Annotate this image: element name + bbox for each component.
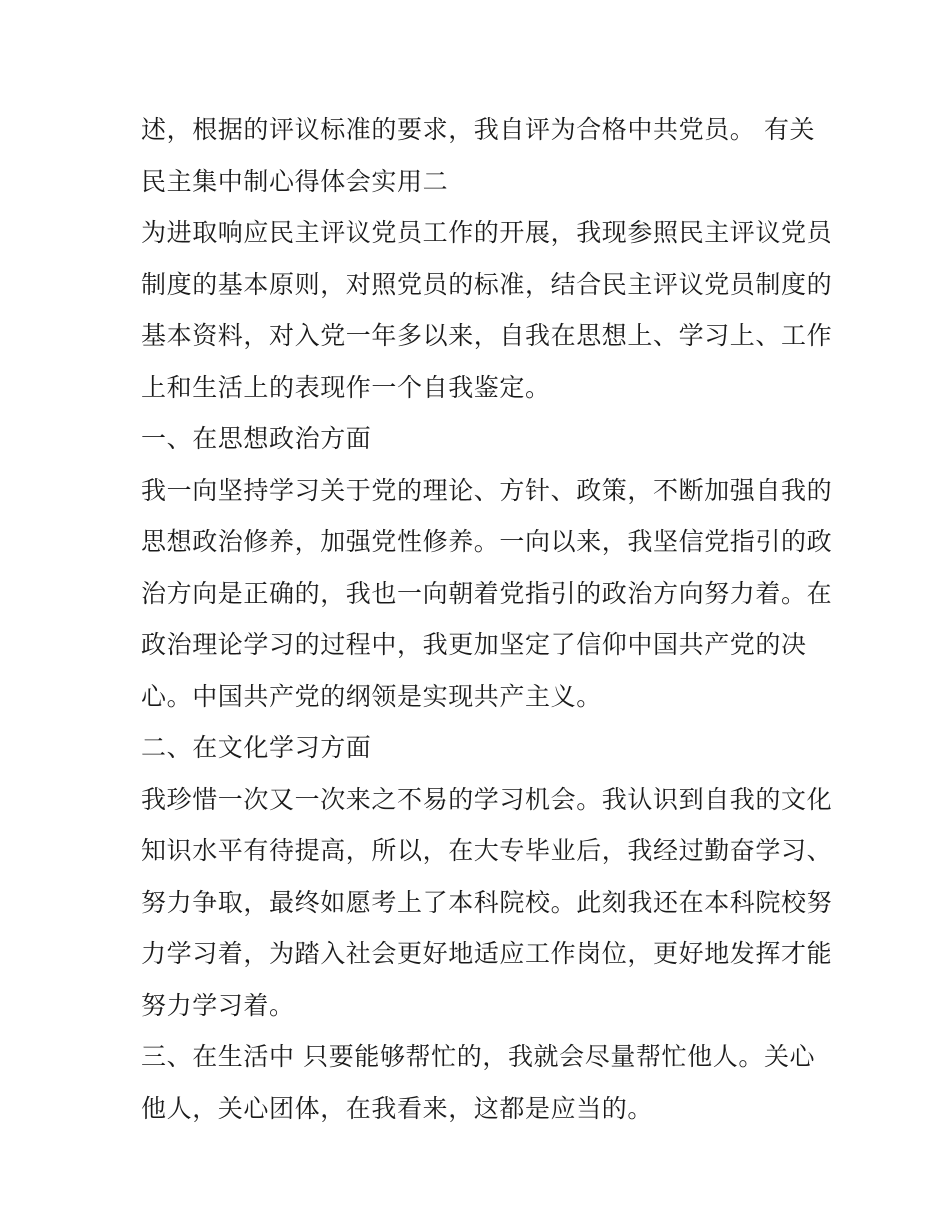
text-line-14: 我珍惜一次又一次来之不易的学习机会。我认识到自我的文化 (141, 784, 833, 814)
heading-culture-study: 二、在文化学习方面 (141, 733, 372, 762)
text-line-3: 为进取响应民主评议党员工作的开展，我现参照民主评议党员 (141, 218, 833, 247)
text-line-5: 基本资料，对入党一年多以来，自我在思想上、学习上、工作 (141, 321, 833, 350)
text-line-12: 心。中国共产党的纲领是实现共产主义。 (141, 681, 602, 711)
document-body (141, 104, 833, 1134)
text-line-6: 上和生活上的表现作一个自我鉴定。 (141, 372, 551, 402)
text-line-9: 思想政治修养，加强党性修养。一向以来，我坚信党指引的政 (141, 527, 833, 556)
text-line-18: 努力学习着。 (141, 990, 295, 1020)
text-line-1: 述，根据的评议标准的要求，我自评为合格中共党员。 有关 (141, 115, 816, 144)
text-line-8: 我一向坚持学习关于党的理论、方针、政策，不断加强自我的 (141, 475, 833, 505)
heading-thought-politics: 一、在思想政治方面 (141, 424, 372, 453)
text-line-11: 政治理论学习的过程中，我更加坚定了信仰中国共产党的决 (141, 630, 807, 659)
text-line-20: 他人，关心团体，在我看来，这都是应当的。 (141, 1093, 654, 1123)
heading-life: 三、在生活中 只要能够帮忙的，我就会尽量帮忙他人。关心 (141, 1042, 816, 1071)
text-line-10: 治方向是正确的，我也一向朝着党指引的政治方向努力着。在 (141, 578, 833, 608)
section-title-line: 民主集中制心得体会实用二 (141, 166, 449, 196)
text-line-15: 知识水平有待提高，所以，在大专毕业后，我经过勤奋学习、 (141, 836, 833, 865)
text-line-16: 努力争取，最终如愿考上了本科院校。此刻我还在本科院校努 (141, 887, 833, 917)
text-line-17: 力学习着，为踏入社会更好地适应工作岗位，更好地发挥才能 (141, 939, 833, 968)
text-line-4: 制度的基本原则，对照党员的标准，结合民主评议党员制度的 (141, 269, 833, 299)
